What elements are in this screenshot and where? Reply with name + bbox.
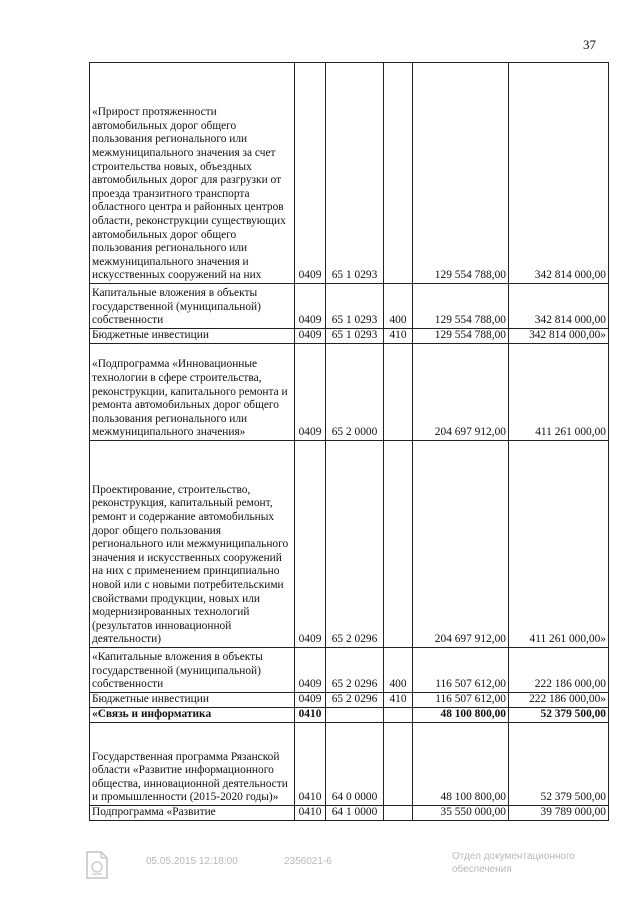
table-row xyxy=(90,441,609,648)
row-year2: 411 261 000,00 xyxy=(509,344,609,441)
row-year2: 342 814 000,00 xyxy=(509,63,609,284)
row-type xyxy=(384,441,413,648)
table-row xyxy=(90,648,609,693)
row-section: 0409 xyxy=(295,693,326,708)
row-target: 64 1 0000 xyxy=(326,806,384,821)
budget-table xyxy=(89,62,609,821)
row-type xyxy=(384,344,413,441)
table-row xyxy=(90,284,609,329)
doc-stamp-icon xyxy=(84,850,110,880)
row-name: Бюджетные инвестиции xyxy=(90,693,295,708)
row-year2: 52 379 500,00 xyxy=(509,723,609,806)
row-target: 65 2 0000 xyxy=(326,344,384,441)
footer-department-line2: обеспечения xyxy=(452,864,512,875)
row-target: 65 1 0293 xyxy=(326,284,384,329)
row-name: Проектирование, строительство, реконструкция, капитальный ремонт, ремонт и содержание автомобильных дорог общего пользования регионального или межмуниципального значения и искусственных сооружений на них с применением принципиально новой или с новыми потребительскими свойствами продукции, новых или модернизированных технологий (результатов инновационной деятельности) xyxy=(90,441,295,648)
row-year1: 129 554 788,00 xyxy=(413,284,509,329)
row-section: 0409 xyxy=(295,648,326,693)
row-name: «Прирост протяженности автомобильных дорог общего пользования регионального или межмуниципального значения за счет строительства новых, объездных автомобильных дорог для разгрузки от проезда транзитного транспорта областного центра и районных центров области, реконструкции существующих автомобильных дорог общего пользования регионального или межмуниципального значения и искусственных сооружений на них xyxy=(90,63,295,284)
row-year1: 48 100 800,00 xyxy=(413,708,509,723)
row-type: 400 xyxy=(384,284,413,329)
row-type xyxy=(384,63,413,284)
row-name: Бюджетные инвестиции xyxy=(90,329,295,344)
row-name: Подпрограмма «Развитие xyxy=(90,806,295,821)
row-year1: 129 554 788,00 xyxy=(413,63,509,284)
row-target xyxy=(326,708,384,723)
row-year2: 222 186 000,00» xyxy=(509,693,609,708)
row-year2: 222 186 000,00 xyxy=(509,648,609,693)
document-footer xyxy=(84,846,624,886)
row-section: 0409 xyxy=(295,63,326,284)
page-number: 37 xyxy=(583,37,596,52)
row-name: «Подпрограмма «Инновационные технологии в сфере строительства, реконструкции, капитального ремонта и ремонта автомобильных дорог общего пользования регионального или межмуниципального значения» xyxy=(90,344,295,441)
table-row xyxy=(90,344,609,441)
table-row xyxy=(90,63,609,284)
row-section: 0410 xyxy=(295,708,326,723)
row-target: 65 1 0293 xyxy=(326,329,384,344)
row-year2: 342 814 000,00» xyxy=(509,329,609,344)
row-year1: 35 550 000,00 xyxy=(413,806,509,821)
row-target: 65 2 0296 xyxy=(326,441,384,648)
row-year2: 52 379 500,00 xyxy=(509,708,609,723)
table-row xyxy=(90,723,609,806)
row-section: 0409 xyxy=(295,329,326,344)
row-name: «Связь и информатика xyxy=(90,708,295,723)
table-row xyxy=(90,693,609,708)
footer-department-line1: Отдел документационного xyxy=(452,851,575,862)
row-name: «Капитальные вложения в объекты государственной (муниципальной) собственности xyxy=(90,648,295,693)
row-section: 0409 xyxy=(295,284,326,329)
table-row xyxy=(90,806,609,821)
row-type: 410 xyxy=(384,329,413,344)
row-section: 0410 xyxy=(295,723,326,806)
row-name: Государственная программа Рязанской области «Развитие информационного общества, инновационной деятельности и промышленности (2015-2020 годы)» xyxy=(90,723,295,806)
row-target: 64 0 0000 xyxy=(326,723,384,806)
row-type xyxy=(384,806,413,821)
row-year1: 204 697 912,00 xyxy=(413,344,509,441)
row-year1: 116 507 612,00 xyxy=(413,648,509,693)
table-row xyxy=(90,708,609,723)
table-row xyxy=(90,329,609,344)
row-name: Капитальные вложения в объекты государственной (муниципальной) собственности xyxy=(90,284,295,329)
row-type xyxy=(384,708,413,723)
row-year1: 48 100 800,00 xyxy=(413,723,509,806)
row-type: 410 xyxy=(384,693,413,708)
row-year1: 204 697 912,00 xyxy=(413,441,509,648)
row-target: 65 2 0296 xyxy=(326,693,384,708)
footer-date: 05.05.2015 12:18:00 xyxy=(146,856,238,867)
row-target: 65 1 0293 xyxy=(326,63,384,284)
row-type xyxy=(384,723,413,806)
row-year2: 342 814 000,00 xyxy=(509,284,609,329)
row-type: 400 xyxy=(384,648,413,693)
row-year1: 129 554 788,00 xyxy=(413,329,509,344)
footer-department xyxy=(452,850,602,876)
row-section: 0409 xyxy=(295,344,326,441)
row-section: 0409 xyxy=(295,441,326,648)
row-year2: 39 789 000,00 xyxy=(509,806,609,821)
row-year1: 116 507 612,00 xyxy=(413,693,509,708)
footer-doc-number: 2356021-6 xyxy=(284,856,332,867)
row-year2: 411 261 000,00» xyxy=(509,441,609,648)
row-target: 65 2 0296 xyxy=(326,648,384,693)
row-section: 0410 xyxy=(295,806,326,821)
